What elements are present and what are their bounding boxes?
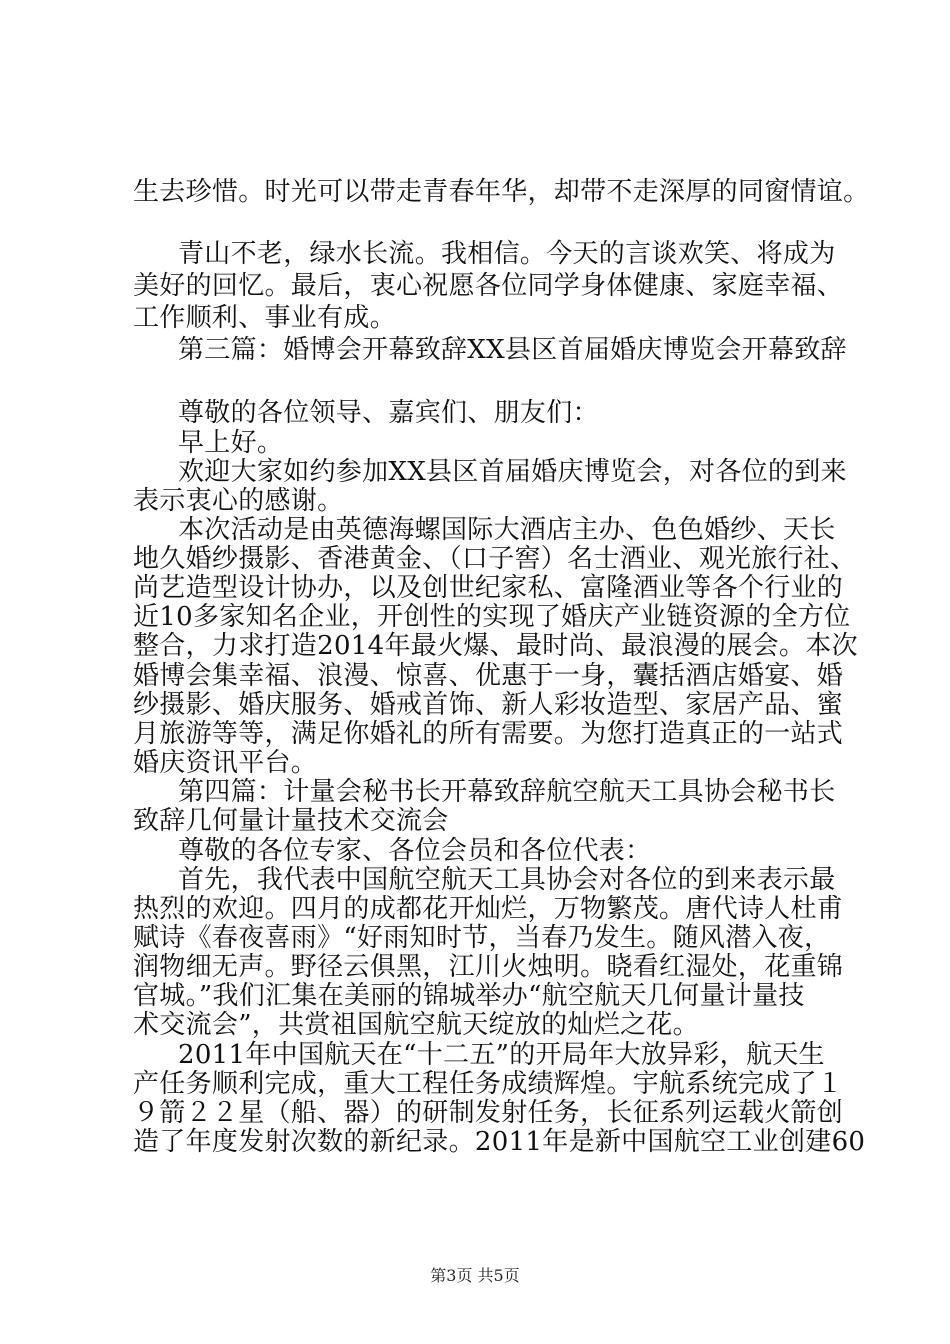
paragraph-line: 造了年度发射次数的新纪录。2011年是新中国航空工业创建60 [133, 1127, 866, 1157]
paragraph-line: 尚艺造型设计协办，以及创世纪家私、富隆酒业等各个行业的 [133, 573, 844, 603]
paragraph-line: 润物细无声。野径云俱黑，江川火烛明。晓看红湿处，花重锦 [133, 952, 844, 982]
paragraph-line: 地久婚纱摄影、香港黄金、（口子窖）名士酒业、观光旅行社、 [133, 544, 857, 574]
paragraph-line: 赋诗《春夜喜雨》“好雨知时节，当春乃发生。随风潜入夜， [133, 923, 831, 953]
paragraph-line: 青山不老，绿水长流。我相信。今天的言谈欢笑、将成为 [178, 239, 836, 269]
paragraph-line: 本次活动是由英德海螺国际大酒店主办、色色婚纱、天长 [178, 515, 836, 545]
section-heading: 第三篇：婚博会开幕致辞XX县区首届婚庆博览会开幕致辞 [178, 335, 847, 365]
paragraph-line: 首先，我代表中国航空航天工具协会对各位的到来表示最 [178, 865, 836, 895]
paragraph-line: 术交流会”，共赏祖国航空航天绽放的灿烂之花。 [133, 1010, 699, 1040]
paragraph-line: 热烈的欢迎。四月的成都花开灿烂，万物繁茂。唐代诗人杜甫 [133, 894, 844, 924]
paragraph-line: 整合，力求打造2014年最火爆、最时尚、最浪漫的展会。本次 [133, 631, 858, 661]
paragraph-line: 官城。”我们汇集在美丽的锦城举办“航空航天几何量计量技 [133, 981, 805, 1011]
paragraph-line: 产任务顺利完成，重大工程任务成绩辉煌。宇航系统完成了１ [133, 1069, 844, 1099]
salutation: 尊敬的各位专家、各位会员和各位代表： [178, 836, 652, 866]
paragraph-line: 美好的回忆。最后，衷心祝愿各位同学身体健康、家庭幸福、 [133, 271, 844, 301]
paragraph-line: 月旅游等等，满足你婚礼的所有需要。为您打造真正的一站式 [133, 719, 844, 749]
paragraph-line: 纱摄影、婚庆服务、婚戒首饰、新人彩妆造型、家居产品、蜜 [133, 690, 844, 720]
paragraph-line: 近10多家知名企业，开创性的实现了婚庆产业链资源的全方位 [133, 602, 851, 632]
paragraph-line: 早上好。 [178, 428, 284, 458]
section-heading: 第四篇：计量会秘书长开幕致辞航空航天工具协会秘书长 [178, 777, 836, 807]
paragraph-line: 工作顺利、事业有成。 [133, 303, 397, 333]
paragraph-line: 婚庆资讯平台。 [133, 748, 318, 778]
section-heading: 致辞几何量计量技术交流会 [133, 806, 449, 836]
paragraph-line: ９箭２２星（船、器）的研制发射任务，长征系列运载火箭创 [133, 1098, 844, 1128]
paragraph-line: 生去珍惜。时光可以带走青春年华，却带不走深厚的同窗情谊。 [133, 177, 870, 207]
salutation: 尊敬的各位领导、嘉宾们、朋友们： [178, 398, 599, 428]
paragraph-line: 2011年中国航天在“十二五”的开局年大放异彩，航天生 [178, 1040, 825, 1070]
paragraph-line: 欢迎大家如约参加XX县区首届婚庆博览会，对各位的到来 [178, 457, 847, 487]
page-indicator: 第3页 共5页 [430, 1266, 520, 1285]
paragraph-line: 婚博会集幸福、浪漫、惊喜、优惠于一身，囊括酒店婚宴、婚 [133, 661, 844, 691]
paragraph-line: 表示衷心的感谢。 [133, 486, 344, 516]
